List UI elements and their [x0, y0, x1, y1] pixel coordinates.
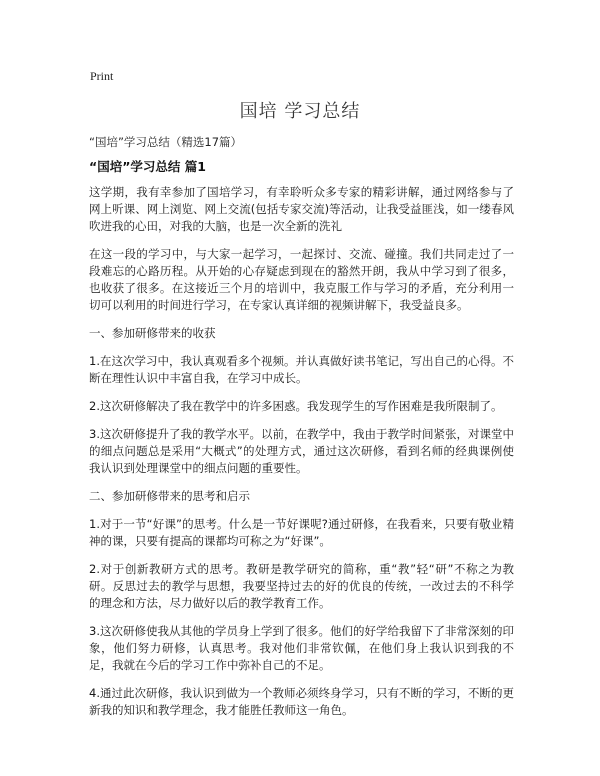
body-paragraph: 2.这次研修解决了我在教学中的许多困惑。我发现学生的写作困难是我所限制了。 — [89, 399, 503, 413]
document-subtitle: “国培”学习总结（精选17篇） — [89, 135, 243, 149]
subsection-heading: 二、参加研修带来的思考和启示 — [89, 489, 250, 503]
body-paragraph: 3.这次研修提升了我的教学水平。以前，在教学中，我由于教学时间紧张，对课堂中的细点问题总是采用“大概式”的处理方式，通过这次研修，看到名师的经典课例使我认识到处理课堂中的细点问题的重要性。 — [89, 427, 514, 475]
body-paragraph: 1.在这次学习中，我认真观看多个视频。并认真做好读书笔记，写出自己的心得。不断在理性认识中丰富自我，在学习中成长。 — [89, 354, 514, 385]
document-body — [89, 184, 514, 730]
section-heading: “国培”学习总结 篇1 — [89, 159, 206, 174]
body-paragraph: 4.通过此次研修，我认识到做为一个教师必须终身学习，只有不断的学习，不断的更新我的知识和教学理念，我才能胜任教师这一角色。 — [89, 686, 514, 717]
body-paragraph: 2.对于创新教研方式的思考。教研是教学研究的简称，重“教”轻“研”不称之为教研。反思过去的教学与思想，我要坚持过去的好的优良的传统，一改过去的不科学的理念和方法，尽力做好以后的教学教育工作。 — [89, 562, 514, 610]
page-title: 国培 学习总结 — [239, 101, 361, 122]
body-paragraph: 这学期，我有幸参加了国培学习，有幸聆听众多专家的精彩讲解，通过网络参与了网上听课、网上浏览、网上交流(包括专家交流)等活动，让我受益匪浅，如一缕春风吹进我的心田，对我的大脑，也是一次全新的洗礼 — [89, 185, 514, 233]
body-paragraph: 1.对于一节“好课”的思考。什么是一节好课呢?通过研修，在我看来，只要有敬业精神的课，只要有提高的课都均可称之为“好课”。 — [89, 517, 514, 548]
body-paragraph: 在这一段的学习中，与大家一起学习，一起探讨、交流、碰撞。我们共同走过了一段难忘的心路历程。从开始的心存疑虑到现在的豁然开朗，我从中学习到了很多，也收获了很多。在这接近三个月的培训中，我克服工作与学习的矛盾，充分利用一切可以利用的时间进行学习，在专家认真详细的视频讲解下，我受益良多。 — [89, 247, 514, 312]
body-paragraph: 3.这次研修使我从其他的学员身上学到了很多。他们的好学给我留下了非常深刻的印象，他们努力研修，认真思考。我对他们非常钦佩，在他们身上我认识到我的不足，我就在今后的学习工作中弥补自己的不足。 — [89, 624, 514, 672]
print-link[interactable]: Print — [90, 69, 114, 83]
subsection-heading: 一、参加研修带来的收获 — [89, 326, 216, 340]
